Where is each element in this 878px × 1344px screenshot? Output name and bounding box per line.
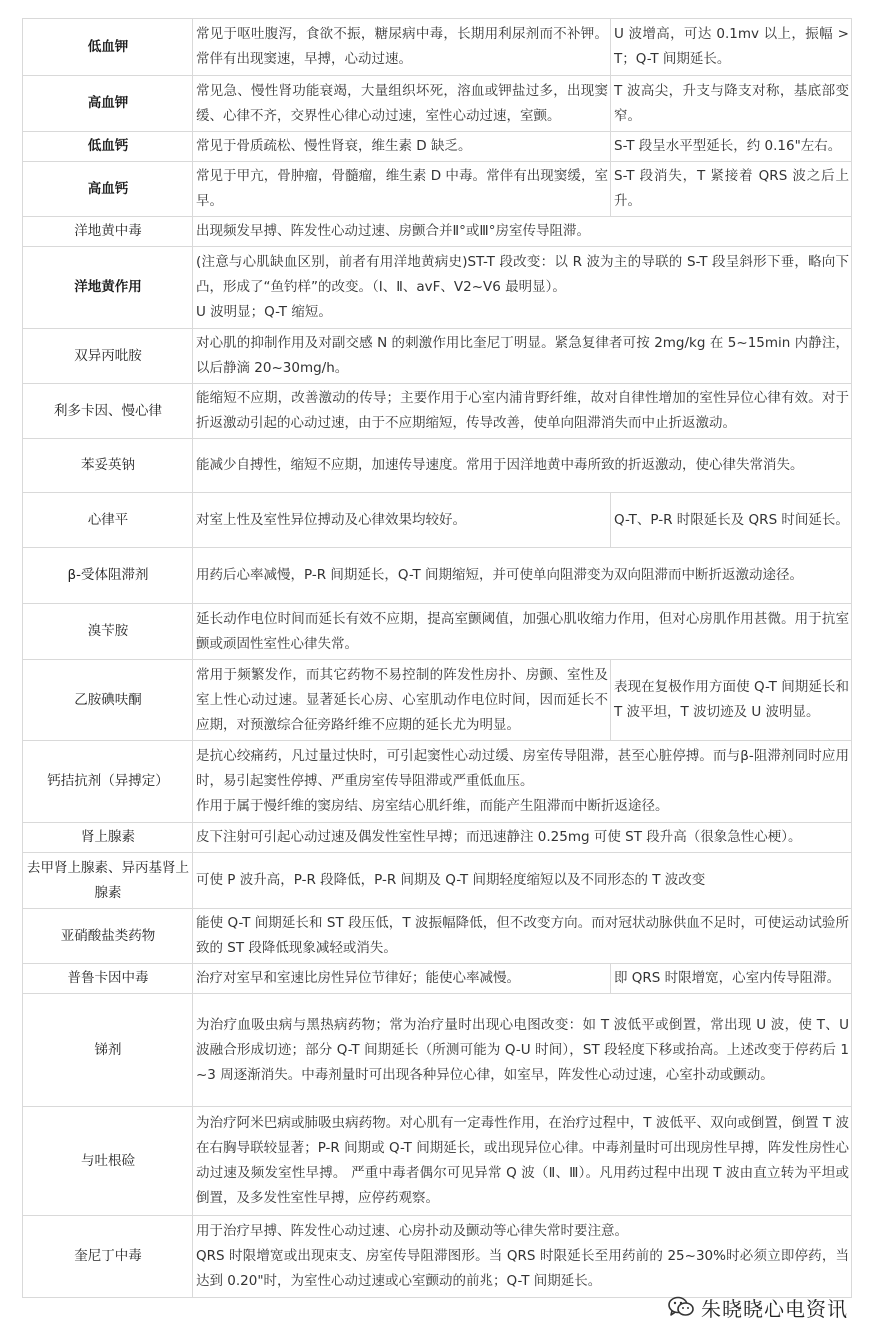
row-effect-line: (注意与心肌缺血区别，前者有用洋地黄病史)ST-T 段改变：以 R 波为主的导联的 S-T 段呈斜形下垂，略向下凸，形成了“鱼钓样”的改变。（Ⅰ、Ⅱ、avF、V2~V6 最明显）。 xyxy=(196,254,849,295)
table-row xyxy=(23,384,852,439)
table-row xyxy=(23,741,852,823)
table-row xyxy=(23,964,852,994)
row-effect: 常见于呕吐腹泻，食欲不振，糖尿病中毒，长期用利尿剂而不补钾。常伴有出现窦速，早搏，心动过速。 xyxy=(193,19,611,76)
table-row xyxy=(23,162,852,217)
table-row xyxy=(23,909,852,964)
row-effect: 常见于骨质疏松、慢性肾衰，维生素 D 缺乏。 xyxy=(193,132,611,162)
row-effect xyxy=(193,741,852,823)
row-effect: 可使 P 波升高，P-R 段降低，P-R 间期及 Q-T 间期轻度缩短以及不同形态的 T 波改变 xyxy=(193,853,852,909)
row-name: 双异丙吡胺 xyxy=(23,329,193,384)
table-row xyxy=(23,247,852,329)
table-row xyxy=(23,329,852,384)
row-name: 低血钾 xyxy=(23,19,193,76)
row-effect xyxy=(193,247,852,329)
row-name: 洋地黄中毒 xyxy=(23,217,193,247)
table-row xyxy=(23,1216,852,1298)
row-name: 普鲁卡因中毒 xyxy=(23,964,193,994)
row-effect xyxy=(193,1216,852,1298)
row-effect: 出现频发早搏、阵发性心动过速、房颤合并Ⅱ°或Ⅲ°房室传导阻滞。 xyxy=(193,217,852,247)
row-effect: 用药后心率减慢，P-R 间期延长，Q-T 间期缩短，并可使单向阻滞变为双向阻滞而中断折返激动途径。 xyxy=(193,548,852,604)
row-ecg: U 波增高，可达 0.1mv 以上，振幅 > T；Q-T 间期延长。 xyxy=(611,19,852,76)
table-row xyxy=(23,493,852,548)
row-effect: 对心肌的抑制作用及对副交感 N 的刺激作用比奎尼丁明显。紧急复律者可按 2mg/kg 在 5~15min 内静注，以后静滴 20~30mg/h。 xyxy=(193,329,852,384)
row-name: 利多卡因、慢心律 xyxy=(23,384,193,439)
row-ecg: S-T 段呈水平型延长，约 0.16"左右。 xyxy=(611,132,852,162)
table-row xyxy=(23,994,852,1107)
row-name: 亚硝酸盐类药物 xyxy=(23,909,193,964)
row-name: 低血钙 xyxy=(23,132,193,162)
row-name: 洋地黄作用 xyxy=(23,247,193,329)
row-effect: 能减少自搏性，缩短不应期，加速传导速度。常用于因洋地黄中毒所致的折返激动，使心律失常消失。 xyxy=(193,439,852,493)
row-effect: 延长动作电位时间而延长有效不应期，提高室颤阈值，加强心肌收缩力作用，但对心房肌作用甚微。用于抗室颤或顽固性室性心律失常。 xyxy=(193,604,852,660)
row-name: 肾上腺素 xyxy=(23,823,193,853)
watermark-text: 朱晓晓心电资讯 xyxy=(701,1296,848,1321)
table-row xyxy=(23,660,852,741)
row-name: 高血钙 xyxy=(23,162,193,217)
row-effect: 治疗对室早和室速比房性异位节律好；能使心率减慢。 xyxy=(193,964,611,994)
row-name: 与吐根硷 xyxy=(23,1107,193,1216)
row-effect: 对室上性及室性异位搏动及心律效果均较好。 xyxy=(193,493,611,548)
row-name: 奎尼丁中毒 xyxy=(23,1216,193,1298)
wechat-icon xyxy=(667,1295,695,1319)
row-effect-line: 作用于属于慢纤维的窦房结、房室结心肌纤维，而能产生阻滞而中断折返途径。 xyxy=(196,798,669,814)
table-row xyxy=(23,853,852,909)
row-effect: 常用于频繁发作，而其它药物不易控制的阵发性房扑、房颤、室性及室上性心动过速。显著延长心房、心室肌动作电位时间，因而延长不应期，对预激综合征旁路纤维不应期的延长尤为明显。 xyxy=(193,660,611,741)
table-row xyxy=(23,76,852,132)
row-effect: 常见于甲亢，骨肿瘤，骨髓瘤，维生素 D 中毒。常伴有出现窦缓，室早。 xyxy=(193,162,611,217)
row-effect-line: 用于治疗早搏、阵发性心动过速、心房扑动及颤动等心律失常时要注意。 xyxy=(196,1223,628,1239)
table-row xyxy=(23,19,852,76)
row-ecg: 表现在复极作用方面使 Q-T 间期延长和 T 波平坦，T 波切迹及 U 波明显。 xyxy=(611,660,852,741)
table-row xyxy=(23,1107,852,1216)
row-ecg: 即 QRS 时限增宽，心室内传导阻滞。 xyxy=(611,964,852,994)
row-name: β-受体阻滞剂 xyxy=(23,548,193,604)
row-name: 去甲肾上腺素、异丙基肾上腺素 xyxy=(23,853,193,909)
row-name: 心律平 xyxy=(23,493,193,548)
row-ecg: Q-T、P-R 时限延长及 QRS 时间延长。 xyxy=(611,493,852,548)
row-effect: 能使 Q-T 间期延长和 ST 段压低，T 波振幅降低，但不改变方向。而对冠状动脉供血不足时，可使运动试验所致的 ST 段降低现象减轻或消失。 xyxy=(193,909,852,964)
row-effect: 常见急、慢性肾功能衰竭，大量组织坏死，溶血或钾盐过多，出现窦缓、心律不齐，交界性心律心动过速，室性心动过速，室颤。 xyxy=(193,76,611,132)
row-name: 钙拮抗剂（异搏定） xyxy=(23,741,193,823)
row-effect: 皮下注射可引起心动过速及偶发性室性早搏；而迅速静注 0.25mg 可使 ST 段升高（很象急性心梗）。 xyxy=(193,823,852,853)
row-effect-line: 是抗心绞痛药，凡过量过快时，可引起窦性心动过缓、房室传导阻滞，甚至心脏停搏。而与β-阻滞剂同时应用时，易引起窦性停搏、严重房室传导阻滞或严重低血压。 xyxy=(196,748,849,789)
row-effect-line: QRS 时限增宽或出现束支、房室传导阻滞图形。当 QRS 时限延长至用药前的 25~30%时必须立即停药，当达到 0.20"时，为室性心动过速或心室颤动的前兆；Q-T 间期延长。 xyxy=(196,1248,849,1289)
table-row xyxy=(23,548,852,604)
table-row xyxy=(23,823,852,853)
row-ecg: T 波高尖，升支与降支对称，基底部变窄。 xyxy=(611,76,852,132)
row-name: 乙胺碘呋酮 xyxy=(23,660,193,741)
drug-ecg-table xyxy=(22,18,852,1298)
row-name: 苯妥英钠 xyxy=(23,439,193,493)
row-ecg: S-T 段消失，T 紧接着 QRS 波之后上升。 xyxy=(611,162,852,217)
row-effect: 能缩短不应期，改善激动的传导；主要作用于心室内浦肯野纤维，故对自律性增加的室性异位心律有效。对于折返激动引起的心动过速，由于不应期缩短，传导改善，使单向阻滞消失而中止折返激动。 xyxy=(193,384,852,439)
row-effect-line: U 波明显；Q-T 缩短。 xyxy=(196,304,332,320)
watermark xyxy=(667,1293,848,1321)
table-row xyxy=(23,217,852,247)
row-effect: 为治疗阿米巴病或肺吸虫病药物。对心肌有一定毒性作用，在治疗过程中，T 波低平、双向或倒置，倒置 T 波在右胸导联较显著；P-R 间期或 Q-T 间期延长，或出现异位心律。中毒剂量时可出现房性早搏，阵发性房性心动过速及频发室性早搏。 严重中毒者偶尔可见异常 Q 波（Ⅱ、Ⅲ）。凡用药过程中出现 T 波由直立转为平坦或倒置，及多发性室性早搏，应停药观察。 xyxy=(193,1107,852,1216)
row-name: 高血钾 xyxy=(23,76,193,132)
table-row xyxy=(23,439,852,493)
table-row xyxy=(23,604,852,660)
table-row xyxy=(23,132,852,162)
row-name: 锑剂 xyxy=(23,994,193,1107)
row-effect: 为治疗血吸虫病与黑热病药物；常为治疗量时出现心电图改变：如 T 波低平或倒置，常出现 U 波，使 T、U 波融合形成切迹；部分 Q-T 间期延长（所测可能为 Q-U 时间），ST 段轻度下移或抬高。上述改变于停药后 1~3 周逐渐消失。中毒剂量时可出现各种异位心律，如室早，阵发性心动过速，心室扑动或颤动。 xyxy=(193,994,852,1107)
row-name: 溴苄胺 xyxy=(23,604,193,660)
